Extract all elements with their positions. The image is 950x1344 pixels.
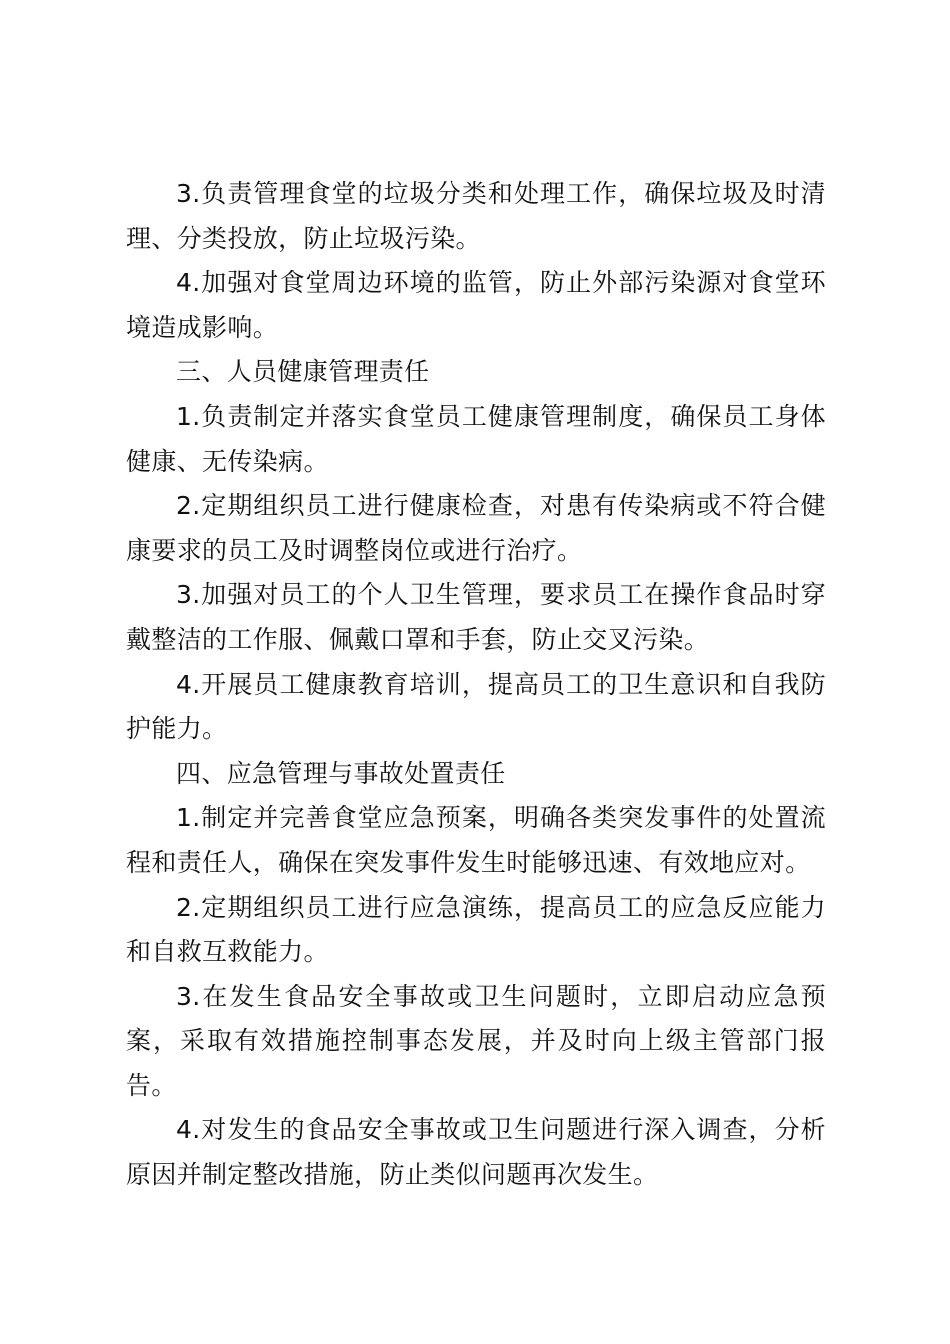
paragraph-health-system: 1.负责制定并落实食堂员工健康管理制度，确保员工身体健康、无传染病。	[126, 401, 826, 476]
section-heading-health-management: 三、人员健康管理责任	[176, 357, 430, 387]
paragraph-incident-investigation: 4.对发生的食品安全事故或卫生问题进行深入调查，分析原因并制定整改措施，防止类似问题再次发生。	[126, 1115, 826, 1190]
paragraph-surrounding-environment: 4.加强对食堂周边环境的监管，防止外部污染源对食堂环境造成影响。	[126, 268, 826, 342]
paragraph-emergency-drills: 2.定期组织员工进行应急演练，提高员工的应急反应能力和自救互救能力。	[126, 892, 826, 967]
paragraph-incident-response: 3.在发生食品安全事故或卫生问题时，立即启动应急预案，采取有效措施控制事态发展，并及时向上级主管部门报告。	[126, 981, 826, 1100]
document-body	[126, 172, 826, 1198]
paragraph-garbage-sorting: 3.负责管理食堂的垃圾分类和处理工作，确保垃圾及时清理、分类投放，防止垃圾污染。	[126, 179, 826, 253]
paragraph-emergency-plan: 1.制定并完善食堂应急预案，明确各类突发事件的处置流程和责任人，确保在突发事件发生时能够迅速、有效地应对。	[126, 803, 826, 877]
paragraph-personal-hygiene: 3.加强对员工的个人卫生管理，要求员工在操作食品时穿戴整洁的工作服、佩戴口罩和手套，防止交叉污染。	[126, 580, 826, 654]
paragraph-health-checks: 2.定期组织员工进行健康检查，对患有传染病或不符合健康要求的员工及时调整岗位或进行治疗。	[126, 491, 826, 565]
section-heading-emergency-management: 四、应急管理与事故处置责任	[176, 758, 506, 788]
paragraph-health-training: 4.开展员工健康教育培训，提高员工的卫生意识和自我防护能力。	[126, 669, 826, 744]
